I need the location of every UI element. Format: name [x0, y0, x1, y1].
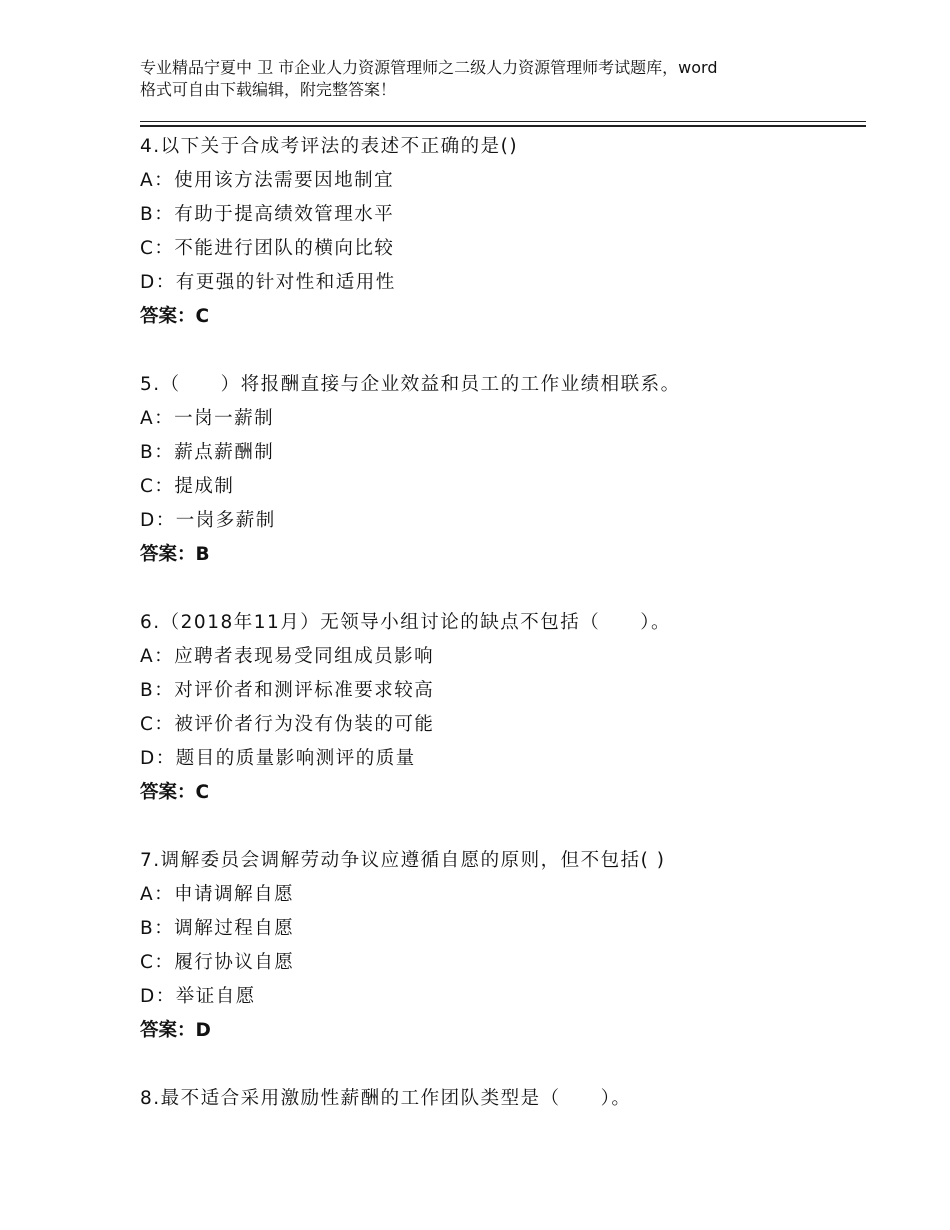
question-7 — [140, 844, 866, 1048]
document-header — [140, 57, 840, 101]
option-d: D：举证自愿 — [140, 986, 256, 1007]
option-a: A：申请调解自愿 — [140, 884, 295, 905]
question-4 — [140, 130, 866, 334]
option-b: B：对评价者和测评标准要求较高 — [140, 680, 435, 701]
option-d: D：题目的质量影响测评的质量 — [140, 748, 416, 769]
option-c: C：不能进行团队的横向比较 — [140, 238, 395, 259]
option-a: A：一岗一薪制 — [140, 408, 275, 429]
header-line-2: 格式可自由下载编辑，附完整答案！ — [140, 80, 397, 99]
header-divider-thin — [140, 121, 866, 122]
question-list — [140, 130, 866, 1116]
answer: 答案：C — [140, 306, 210, 327]
question-spacer — [140, 1048, 866, 1082]
question-stem: 4.以下关于合成考评法的表述不正确的是() — [140, 136, 519, 157]
option-d: D：有更强的针对性和适用性 — [140, 272, 396, 293]
option-b: B：有助于提高绩效管理水平 — [140, 204, 395, 225]
question-spacer — [140, 810, 866, 844]
answer: 答案：D — [140, 1020, 211, 1041]
question-spacer — [140, 572, 866, 606]
option-c: C：提成制 — [140, 476, 235, 497]
header-line-1: 专业精品宁夏中 卫 市企业人力资源管理师之二级人力资源管理师考试题库，word — [140, 58, 718, 77]
option-b: B：调解过程自愿 — [140, 918, 295, 939]
option-c: C：履行协议自愿 — [140, 952, 295, 973]
answer: 答案：C — [140, 782, 210, 803]
question-8 — [140, 1082, 866, 1116]
question-5 — [140, 368, 866, 572]
option-b: B：薪点薪酬制 — [140, 442, 275, 463]
option-a: A：应聘者表现易受同组成员影响 — [140, 646, 435, 667]
question-stem: 6.（2018年11月）无领导小组讨论的缺点不包括（ ）。 — [140, 612, 672, 633]
answer: 答案：B — [140, 544, 210, 565]
question-6 — [140, 606, 866, 810]
question-spacer — [140, 334, 866, 368]
question-stem: 8.最不适合采用激励性薪酬的工作团队类型是（ ）。 — [140, 1088, 632, 1109]
question-stem: 7.调解委员会调解劳动争议应遵循自愿的原则，但不包括( ) — [140, 850, 666, 871]
option-c: C：被评价者行为没有伪装的可能 — [140, 714, 435, 735]
option-d: D：一岗多薪制 — [140, 510, 276, 531]
question-stem: 5.（ ）将报酬直接与企业效益和员工的工作业绩相联系。 — [140, 374, 681, 395]
option-a: A：使用该方法需要因地制宜 — [140, 170, 395, 191]
header-divider-thick — [140, 125, 866, 127]
